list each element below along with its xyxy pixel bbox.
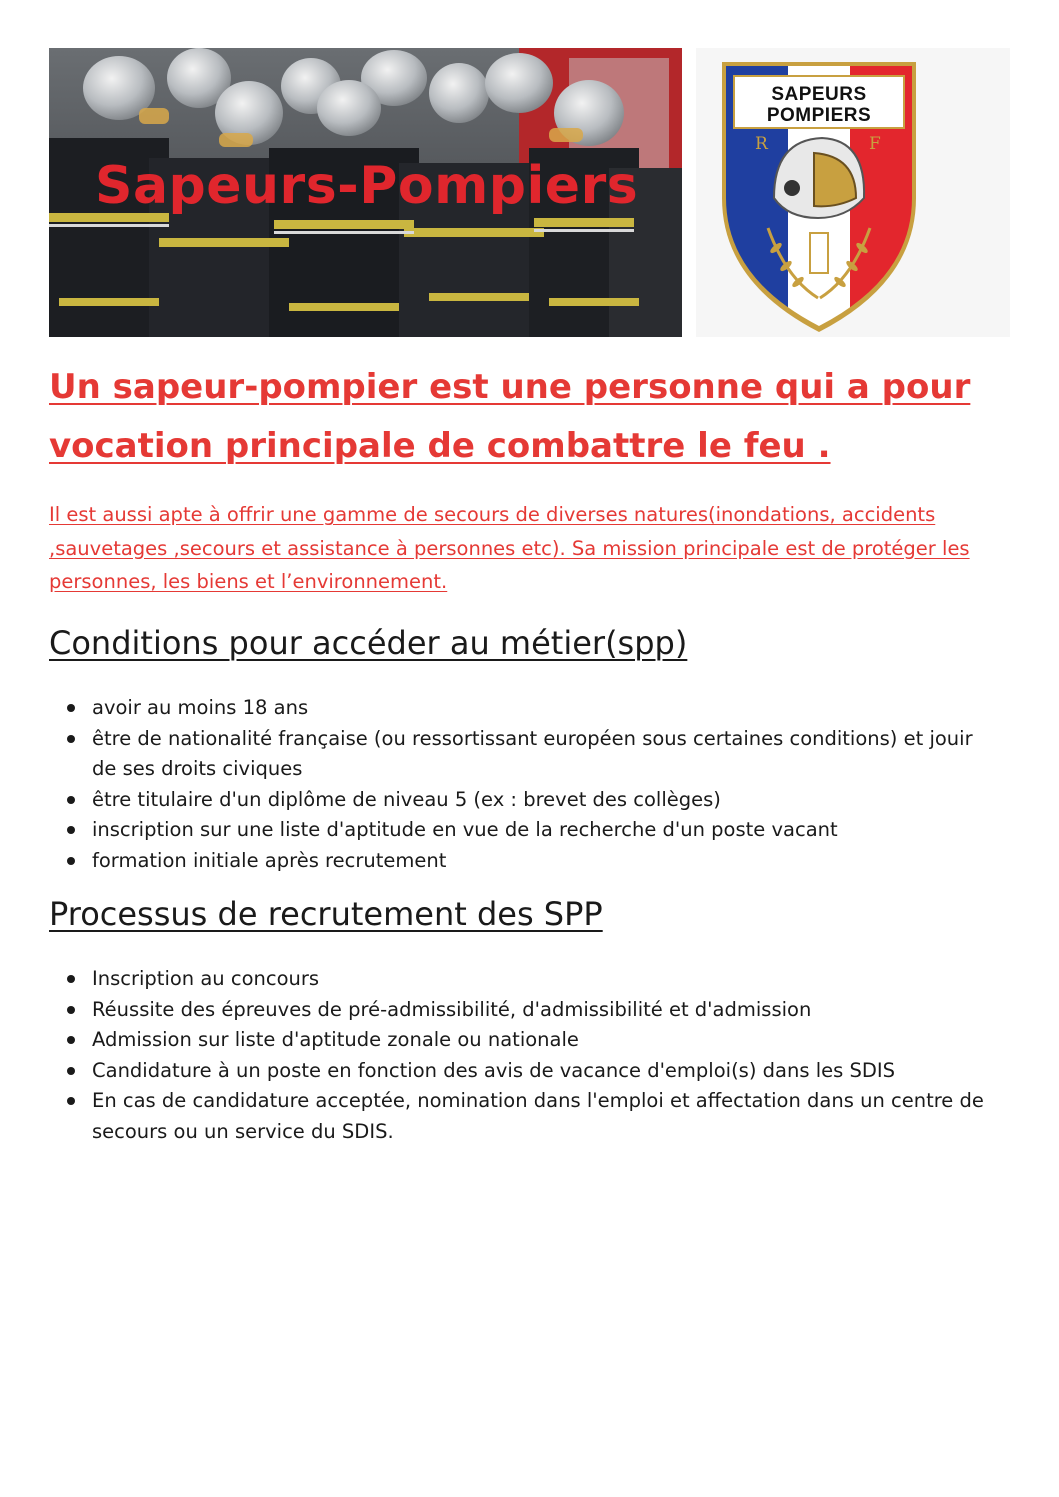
sapeurs-pompiers-badge xyxy=(696,48,1010,337)
hero-title: Sapeurs-Pompiers xyxy=(95,156,639,216)
list-item: Réussite des épreuves de pré-admissibilité, d'admissibilité et d'admission xyxy=(49,995,999,1026)
conditions-list xyxy=(49,693,999,876)
list-item: être titulaire d'un diplôme de niveau 5 (ex : brevet des collèges) xyxy=(49,785,999,816)
headline: Un sapeur-pompier est une personne qui a pour vocation principale de combattre le feu . xyxy=(49,367,971,466)
list-item: avoir au moins 18 ans xyxy=(49,693,999,724)
section-title-recruitment: Processus de recrutement des SPP xyxy=(49,895,603,933)
intro-paragraph: Il est aussi apte à offrir une gamme de secours de diverses natures(inondations, accidents ,sauvetages ,secours et assistance à personnes etc). Sa mission principale est de protéger les personnes, les biens et l’environnement. xyxy=(49,503,970,593)
list-item: formation initiale après recrutement xyxy=(49,846,999,877)
recruitment-list xyxy=(49,964,999,1147)
badge-letter-right: F xyxy=(869,134,881,154)
hero-photo xyxy=(49,48,682,337)
list-item: Admission sur liste d'aptitude zonale ou nationale xyxy=(49,1025,999,1056)
list-item: être de nationalité française (ou ressortissant européen sous certaines conditions) et jouir de ses droits civiques xyxy=(49,724,999,785)
badge-text-line1: SAPEURS xyxy=(771,84,867,105)
list-item: En cas de candidature acceptée, nomination dans l'emploi et affectation dans un centre de secours ou un service du SDIS. xyxy=(49,1086,999,1147)
section-title-conditions: Conditions pour accéder au métier(spp) xyxy=(49,624,688,662)
list-item: Candidature à un poste en fonction des avis de vacance d'emploi(s) dans les SDIS xyxy=(49,1056,999,1087)
list-item: inscription sur une liste d'aptitude en vue de la recherche d'un poste vacant xyxy=(49,815,999,846)
badge-letter-left: R xyxy=(755,134,768,154)
badge-text-line2: POMPIERS xyxy=(766,105,872,126)
list-item: Inscription au concours xyxy=(49,964,999,995)
